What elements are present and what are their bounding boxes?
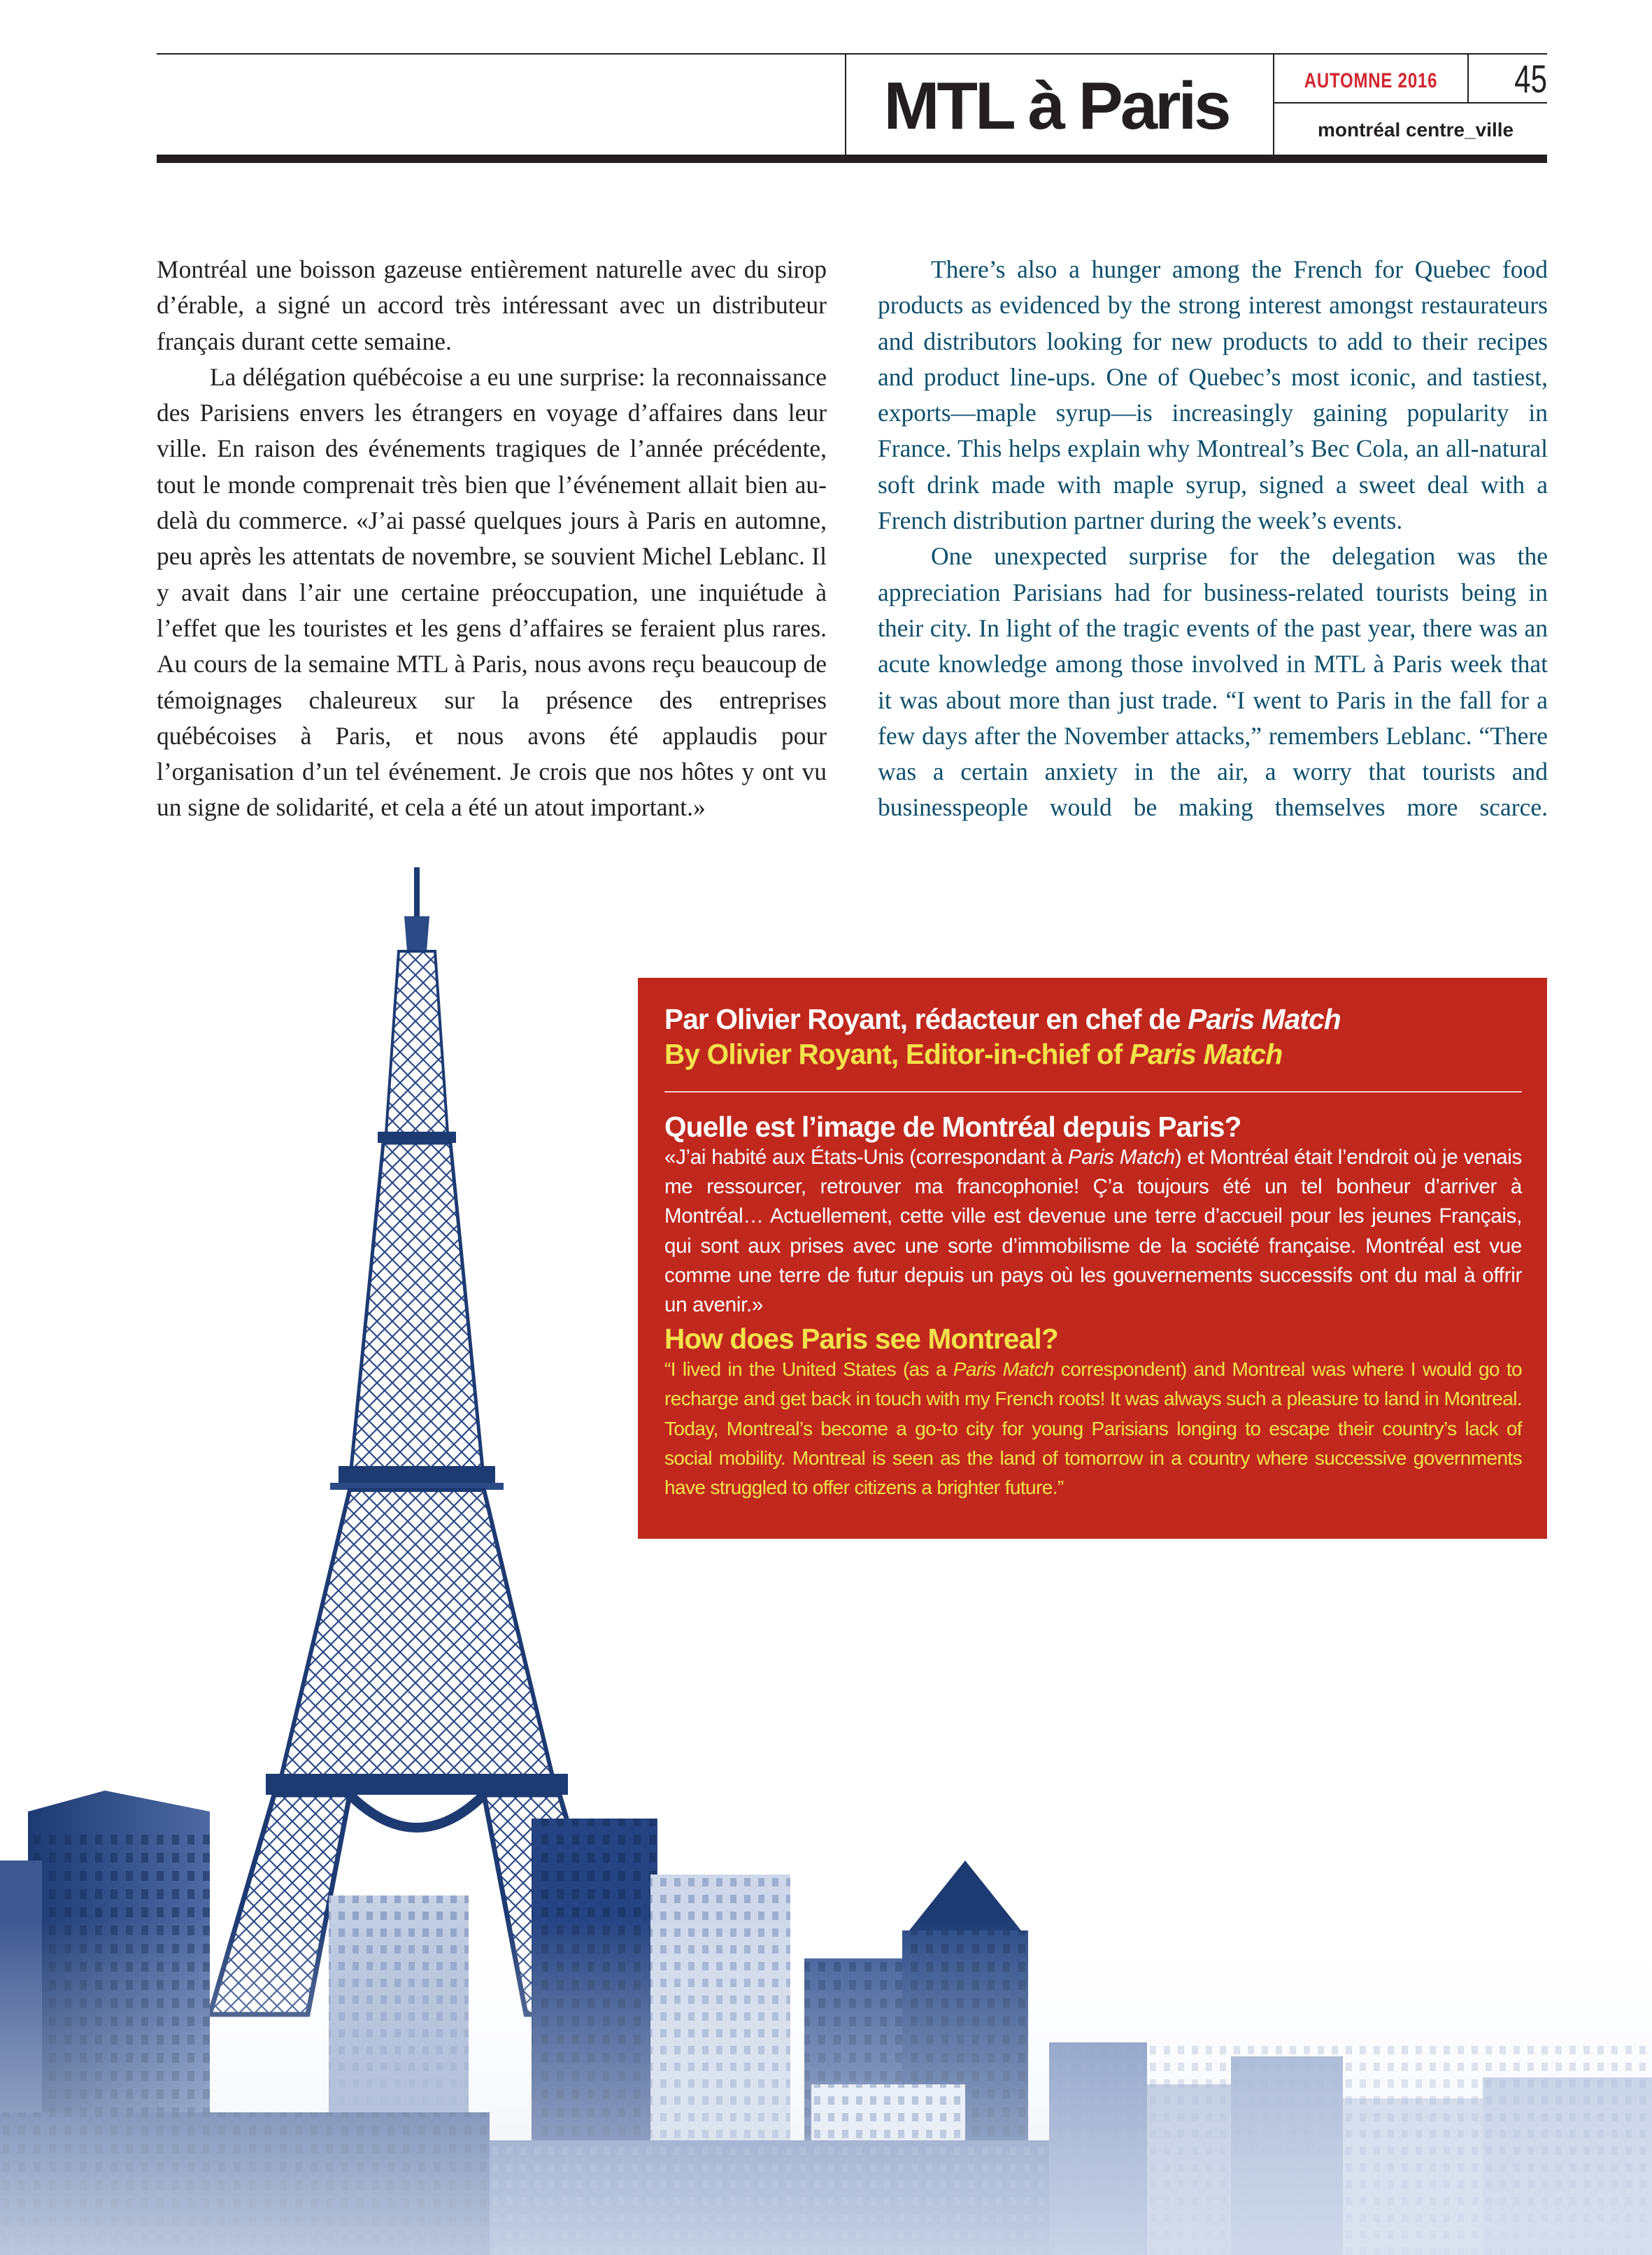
question-english: How does Paris see Montreal? <box>664 1323 1058 1356</box>
header-top-rule <box>157 53 1547 55</box>
magazine-name: Paris Match <box>1188 1003 1341 1035</box>
magazine-name: Paris Match <box>1129 1038 1283 1070</box>
publication-name: montréal centre_ville <box>1318 119 1514 141</box>
answer-french <box>664 1143 1522 1320</box>
issue-label: AUTOMNE 2016 <box>1304 69 1438 92</box>
header-bottom-rule <box>157 155 1547 163</box>
paragraph: La délégation québécoise a eu une surprise: la reconnaissance des Parisiens envers les étrangers en voyage d’affaires dans leur ville. En raison des événements tragiques de l’année précédente, tout le monde comprenait très bien que l’événement allait bien au-delà du commerce. «J’ai passé quelques jours à Paris en automne, peu après les attentats de novembre, se souvient Michel Leblanc. Il y avait dans l’air une certaine préoccupation, une inquiétude à l’effet que les touristes et les gens d’affaires se feraient plus rares. Au cours de la semaine MTL à Paris, nous avons reçu beaucoup de témoignages chaleureux sur la présence des entreprises québécoises à Paris, et nous avons été applaudis pour l’organisation d’un tel événement. Je crois que nos hôtes y ont vu un signe de solidarité, et cela a été un atout important.» <box>157 362 827 822</box>
section-title: MTL à Paris <box>883 69 1229 143</box>
byline-french <box>664 1002 1522 1037</box>
byline-text: Par Olivier Royant, rédacteur en chef de <box>664 1003 1181 1035</box>
french-article-column <box>157 252 827 826</box>
box-divider <box>664 1091 1522 1093</box>
page-number: 45 <box>1514 56 1547 101</box>
paragraph: One unexpected surprise for the delegation was the appreciation Parisians had for business-related tourists being in their city. In light of the tragic events of the past year, there was an acute knowledge among those involved in MTL à Paris week that it was about more than just trade. “I went to Paris in the fall for a few days after the November attacks,” remembers Leblanc. “There was a certain anxiety in the air, a worry that tourists and businesspeople would be making themselves more scarce. <box>878 542 1548 822</box>
magazine-name: Paris Match <box>953 1358 1054 1381</box>
magazine-name: Paris Match <box>1068 1146 1175 1169</box>
answer-text: ) et Montréal était l’endroit où je venais me ressourcer, retrouver ma francophonie! Ç’a toujours été un tel bonheur d’arriver à Montréal… Actuellement, cette ville est devenue une terre d’accueil pour les jeunes Français, qui sont aux prises avec une sorte d’immobilisme de la société française. Montréal est vue comme une terre de futur depuis un pays où les gouvernements successifs ont du mal à offrir un avenir.» <box>664 1146 1522 1317</box>
header-divider <box>1274 102 1547 104</box>
byline-english <box>664 1037 1522 1072</box>
header-divider <box>1467 53 1469 102</box>
header-divider <box>1273 53 1274 155</box>
paragraph: There’s also a hunger among the French for Quebec food products as evidenced by the strong interest amongst restaurateurs and distributors looking for new products to add to their recipes and product line-ups. One of Quebec’s most iconic, and tastiest, exports—maple syrup—is increasingly gaining popularity in France. This helps explain why Montreal’s Bec Cola, an all-natural soft drink made with maple syrup, signed a sweet deal with a French distribution partner during the week’s events. <box>878 255 1548 535</box>
question-french: Quelle est l’image de Montréal depuis Paris? <box>664 1111 1241 1143</box>
interview-sidebar-box <box>638 978 1547 1539</box>
byline-text: By Olivier Royant, Editor-in-chief of <box>664 1038 1123 1070</box>
answer-text: “I lived in the United States (as a <box>664 1358 946 1381</box>
answer-text: «J’ai habité aux États-Unis (correspondant à <box>664 1146 1062 1169</box>
answer-english <box>664 1355 1522 1502</box>
answer-text: correspondent) and Montreal was where I would go to recharge and get back in touch with my French roots! It was always such a pleasure to land in Montreal. Today, Montreal’s become a go-to city for young Parisians longing to escape their country’s lack of social mobility. Montreal is seen as the land of tomorrow in a country where successive governments have struggled to offer citizens a brighter future.” <box>664 1358 1522 1499</box>
paragraph: Montréal une boisson gazeuse entièrement naturelle avec du sirop d’érable, a signé un accord très intéressant avec un distributeur français durant cette semaine. <box>157 255 827 355</box>
english-article-column <box>878 252 1548 826</box>
